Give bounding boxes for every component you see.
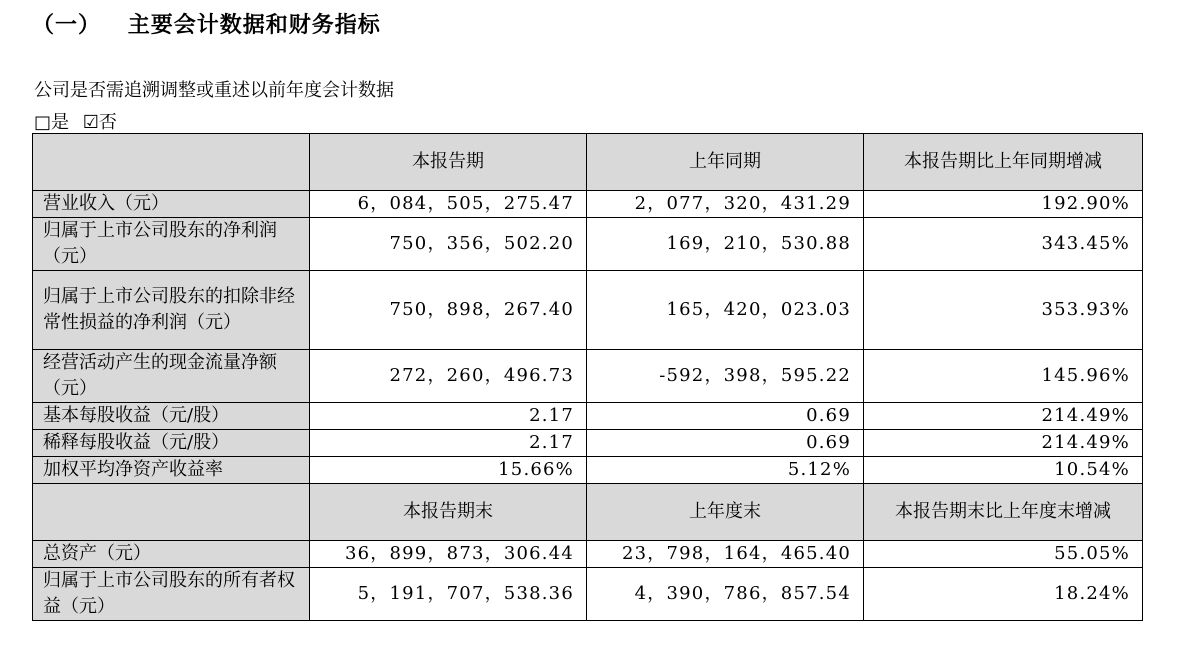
change-value: 145.96%: [864, 350, 1143, 403]
change-value: 353.93%: [864, 271, 1143, 350]
financial-indicators-table: [32, 133, 1143, 621]
header-prior-year-end: 上年度末: [587, 484, 864, 541]
table-row: [33, 457, 1143, 484]
row-label: 营业收入（元）: [33, 191, 310, 218]
header-change-year-end: 本报告期末比上年度末增减: [864, 484, 1143, 541]
prior-value: 4，390，786，857.54: [587, 568, 864, 621]
header-cell-blank: [33, 484, 310, 541]
current-value: 750，898，267.40: [310, 271, 587, 350]
prior-value: 0.69: [587, 430, 864, 457]
row-label: 加权平均净资产收益率: [33, 457, 310, 484]
row-label: 归属于上市公司股东的扣除非经常性损益的净利润（元）: [33, 271, 310, 350]
table-row: [33, 191, 1143, 218]
change-value: 192.90%: [864, 191, 1143, 218]
prior-value: 2，077，320，431.29: [587, 191, 864, 218]
prior-value: -592，398，595.22: [587, 350, 864, 403]
header-current-period: 本报告期: [310, 134, 587, 191]
section-heading: [32, 8, 381, 39]
change-value: 214.49%: [864, 403, 1143, 430]
current-value: 36，899，873，306.44: [310, 541, 587, 568]
row-label: 经营活动产生的现金流量净额（元）: [33, 350, 310, 403]
current-value: 6，084，505，275.47: [310, 191, 587, 218]
restatement-options: [34, 108, 125, 134]
table-row: [33, 430, 1143, 457]
header-cell-blank: [33, 134, 310, 191]
restatement-question: 公司是否需追溯调整或重述以前年度会计数据: [34, 80, 394, 101]
option-yes[interactable]: □是: [34, 112, 70, 133]
header-current-period-end: 本报告期末: [310, 484, 587, 541]
current-value: 2.17: [310, 403, 587, 430]
prior-value: 169，210，530.88: [587, 218, 864, 271]
table-subheader-row: [33, 484, 1143, 541]
row-label: 归属于上市公司股东的所有者权益（元）: [33, 568, 310, 621]
table-header-row: [33, 134, 1143, 191]
change-value: 55.05%: [864, 541, 1143, 568]
table-row: [33, 568, 1143, 621]
prior-value: 0.69: [587, 403, 864, 430]
header-change: 本报告期比上年同期增减: [864, 134, 1143, 191]
table-row: [33, 403, 1143, 430]
header-prior-period: 上年同期: [587, 134, 864, 191]
section-number: （一）: [32, 13, 102, 38]
change-value: 214.49%: [864, 430, 1143, 457]
current-value: 750，356，502.20: [310, 218, 587, 271]
row-label: 基本每股收益（元/股）: [33, 403, 310, 430]
current-value: 2.17: [310, 430, 587, 457]
current-value: 15.66%: [310, 457, 587, 484]
change-value: 343.45%: [864, 218, 1143, 271]
section-title: 主要会计数据和财务指标: [127, 13, 381, 38]
change-value: 10.54%: [864, 457, 1143, 484]
row-label: 稀释每股收益（元/股）: [33, 430, 310, 457]
table-row: [33, 541, 1143, 568]
row-label: 归属于上市公司股东的净利润（元）: [33, 218, 310, 271]
table-row: [33, 271, 1143, 350]
prior-value: 23，798，164，465.40: [587, 541, 864, 568]
current-value: 272，260，496.73: [310, 350, 587, 403]
table-row: [33, 350, 1143, 403]
prior-value: 165，420，023.03: [587, 271, 864, 350]
current-value: 5，191，707，538.36: [310, 568, 587, 621]
prior-value: 5.12%: [587, 457, 864, 484]
option-no[interactable]: ☑否: [82, 112, 117, 133]
table-row: [33, 218, 1143, 271]
change-value: 18.24%: [864, 568, 1143, 621]
row-label: 总资产（元）: [33, 541, 310, 568]
